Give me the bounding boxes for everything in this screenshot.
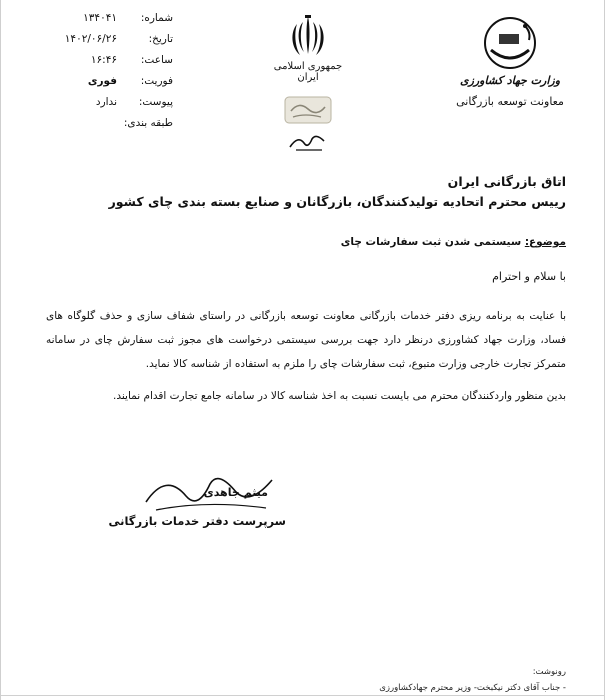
- signature-block: [108, 462, 286, 542]
- meta-row-time: [41, 54, 173, 75]
- letter-body: با عنایت به برنامه ریزی دفتر خدمات بازرگانی معاونت توسعه بازرگانی در راستای شفاف سازی و حذف گلوگاه های فساد، وزارت جهاد کشاورزی درنظر دارد جهت بررسی سیستمی درخواست های مجوز ثبت سفارش چای در سامانه متمرکز تجارت خارجی وزارت متبوع، ثبت سفارشات چای را ملزم به استفاده از شناسه کالا نماید.: [46, 310, 566, 370]
- meta-row-attachment: [41, 96, 173, 117]
- ministry-logo-icon: [481, 14, 539, 72]
- subject-line: [26, 236, 566, 248]
- ministry-name: وزارت جهاد کشاورزی: [459, 74, 561, 87]
- department-name: معاونت توسعه بازرگانی: [456, 95, 564, 108]
- recipient-secondary: رییس محترم اتحادیه تولیدکنندگان، بازرگانان و صنایع بسته بندی چای کشور: [108, 194, 566, 209]
- letter-time: ۱۶:۴۶: [90, 54, 117, 66]
- meta-label: ساعت:: [140, 54, 173, 66]
- greeting: با سلام و احترام: [492, 270, 566, 283]
- stamp-icon: [281, 93, 335, 127]
- emblem-caption: جمهوری اسلامی ایران: [273, 61, 343, 83]
- meta-row-number: [41, 12, 173, 33]
- recipients: [26, 173, 566, 213]
- meta-label: شماره:: [140, 12, 173, 24]
- meta-label: تاریخ:: [148, 33, 173, 45]
- cc-line: - جناب آقای دکتر نیکبخت- وزیر محترم جهادکشاورزی: [379, 683, 566, 693]
- letter-attachment: ندارد: [95, 96, 117, 108]
- meta-label: فوریت:: [140, 75, 173, 87]
- iran-emblem: [263, 14, 353, 153]
- signatory-title: سرپرست دفتر خدمات بازرگانی: [108, 514, 286, 528]
- subject-text: سیستمی شدن ثبت سفارشات چای: [340, 236, 522, 248]
- meta-row-classification: [41, 117, 173, 138]
- signatory-name: میثم جاهدی: [203, 486, 268, 499]
- letter-meta: [41, 12, 173, 138]
- recipient-primary: اتاق بازرگانی ایران: [447, 174, 566, 189]
- meta-label: پیوست:: [138, 96, 173, 108]
- letter-urgency: فوری: [87, 75, 117, 87]
- meta-row-urgency: [41, 75, 173, 96]
- meta-label: طبقه بندی:: [123, 117, 173, 129]
- cc-block: [166, 664, 566, 696]
- letter-closing: بدین منظور واردکنندگان محترم می بایست نسبت به اخذ شناسه کالا در سامانه جامع تجارت اقدام نمایند.: [113, 390, 566, 402]
- page-bottom-divider: [1, 695, 604, 696]
- ministry-header: [450, 14, 570, 108]
- signature-mark-icon: [286, 131, 330, 153]
- cc-label: رونوشت:: [532, 667, 566, 677]
- subject-label: موضوع:: [524, 236, 566, 248]
- iran-emblem-icon: [286, 14, 330, 60]
- letter-date: ۱۴۰۲/۰۶/۲۶: [64, 33, 117, 45]
- meta-row-date: [41, 33, 173, 54]
- letter-number: ۱۳۴۰۴۱: [83, 12, 117, 24]
